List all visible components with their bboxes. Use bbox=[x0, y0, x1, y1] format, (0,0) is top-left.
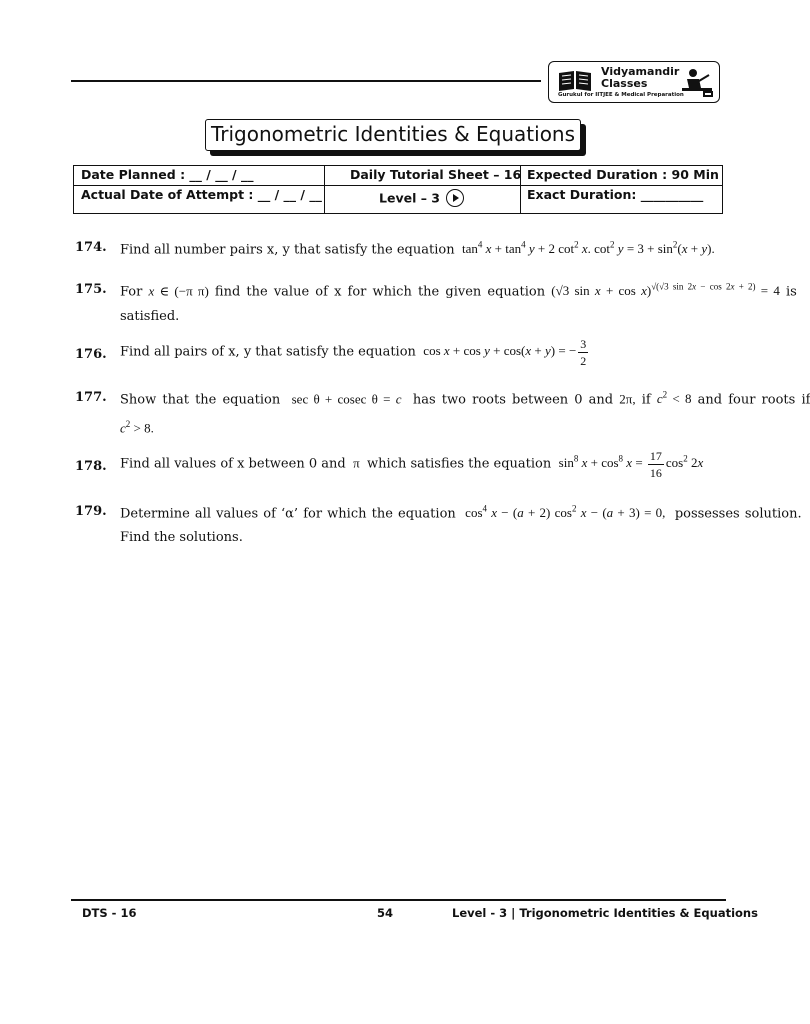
question-text: and four roots if bbox=[697, 392, 810, 408]
question-text: if bbox=[641, 392, 651, 408]
table-divider bbox=[324, 166, 325, 213]
question-number: 174. bbox=[75, 240, 107, 255]
question-number: 176. bbox=[75, 347, 107, 362]
question-text: find the value of x for which the given equation bbox=[214, 284, 546, 300]
level-text: Level – 3 bbox=[379, 190, 441, 206]
question-continuation: satisfied. bbox=[120, 309, 180, 324]
question-174 bbox=[120, 240, 715, 257]
question-text: possesses solution. bbox=[674, 506, 802, 522]
question-178 bbox=[120, 450, 703, 479]
equation: π bbox=[349, 455, 363, 471]
footer-rule bbox=[71, 899, 726, 901]
question-number: 178. bbox=[75, 459, 107, 474]
open-book-icon bbox=[557, 69, 593, 93]
question-text: Determine all values of ‘α’ for which the equation bbox=[120, 506, 456, 522]
equation: cos x + cos y + cos(x + y) = − $\frac{3}{2}$ bbox=[420, 337, 587, 368]
question-text: For bbox=[120, 284, 143, 300]
logo-name: Vidyamandir bbox=[601, 65, 680, 78]
equation: $\tan^4 x + \tan^4 y + 2$ $\cot^2 x$. $\cot^2 y = 3 + \sin^2(x + y)$. bbox=[458, 240, 715, 257]
question-number: 177. bbox=[75, 390, 107, 405]
logo-tagline: Gurukul for IITJEE & Medical Preparation bbox=[558, 92, 684, 98]
table-divider bbox=[74, 185, 722, 186]
footer-sheet-code: DTS - 16 bbox=[82, 906, 137, 920]
equation: $\cos^4 x - (a + 2)$ $\cos^2 x - (a + 3) = 0$, bbox=[460, 504, 670, 521]
question-text: Find all values of x between 0 and bbox=[120, 456, 346, 472]
expected-duration: Expected Duration : 90 Min bbox=[527, 167, 719, 182]
question-175 bbox=[120, 282, 797, 299]
question-text: Find all pairs of x, y that satisfy the equation bbox=[120, 344, 416, 360]
equation: x ∈ (−π π) bbox=[148, 283, 209, 299]
equation: $\sin^8 x + \cos^8 x$ = $\frac{17}{16}$ $\cos^2 2x$ bbox=[555, 449, 704, 480]
question-number: 179. bbox=[75, 504, 107, 519]
level-label bbox=[379, 190, 464, 208]
footer-title: Level - 3 | Trigonometric Identities & Equations bbox=[452, 906, 758, 920]
play-icon bbox=[446, 189, 464, 207]
question-continuation: Find the solutions. bbox=[120, 530, 243, 545]
date-planned: Date Planned : __ / __ / __ bbox=[81, 167, 254, 182]
question-number: 175. bbox=[75, 282, 107, 297]
question-text: Find all number pairs x, y that satisfy the equation bbox=[120, 242, 455, 258]
question-176 bbox=[120, 338, 590, 367]
question-177 bbox=[120, 390, 810, 407]
equation: 2π, bbox=[619, 391, 636, 407]
exact-duration: Exact Duration: __________ bbox=[527, 187, 704, 202]
question-text: is bbox=[786, 284, 797, 300]
equation: (√3 sin x + cos x)$^{√(√3 sin 2x - cos 2x + 2)}$ = 4 bbox=[551, 282, 780, 299]
page-number: 54 bbox=[377, 906, 394, 920]
equation: $c^2 < 8$ bbox=[656, 390, 692, 407]
student-at-desk-icon bbox=[679, 66, 715, 98]
actual-date: Actual Date of Attempt : __ / __ / __ bbox=[81, 187, 322, 202]
question-text: which satisfies the equation bbox=[367, 456, 552, 472]
page-title: Trigonometric Identities & Equations bbox=[205, 119, 581, 151]
logo-name-2: Classes bbox=[601, 77, 648, 90]
question-179 bbox=[120, 504, 802, 521]
question-continuation: $c^2 > 8$. bbox=[120, 419, 154, 436]
vidyamandir-logo bbox=[548, 61, 720, 103]
info-table bbox=[73, 165, 723, 214]
equation: sec θ + cosec θ = c bbox=[286, 391, 402, 407]
question-text: has two roots between 0 and bbox=[412, 392, 614, 408]
header-rule bbox=[71, 80, 541, 82]
question-text: Show that the equation bbox=[120, 392, 281, 408]
sheet-label: Daily Tutorial Sheet – 16 bbox=[350, 167, 522, 182]
